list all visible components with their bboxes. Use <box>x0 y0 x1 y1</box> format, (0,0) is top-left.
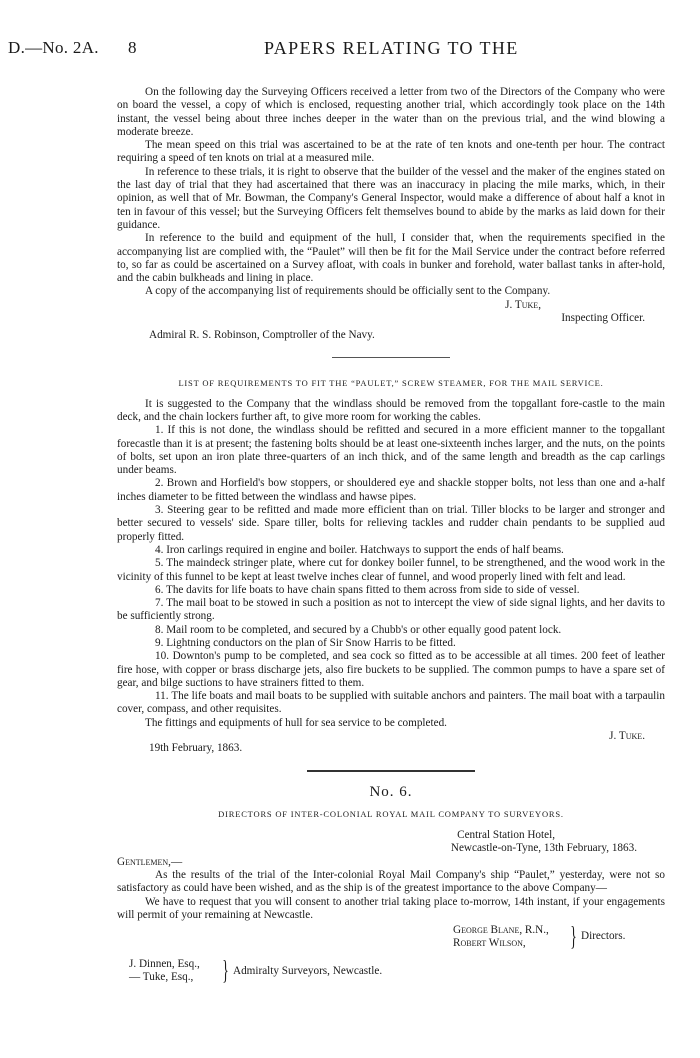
list-item: 10. Downton's pump to be completed, and sea cock so fitted as to be accessible at all times. 200 feet of leather fire hose, with copper or brass discharge jets, also fire buckets to be supplied. The common pumps to have a spare set of gear, and bilge suctions to have strainers fitted to them. <box>117 650 665 689</box>
recipient-name: — Tuke, Esq., <box>129 971 194 984</box>
letter-section <box>117 784 665 992</box>
document-number: No. 6. <box>369 784 413 801</box>
list-footer <box>117 730 665 756</box>
letter-address: Central Station Hotel, <box>457 829 555 842</box>
list-item: 5. The maindeck stringer plate, where cut for donkey boiler funnel, to be strengthened, and the wood work in the vicinity of this funnel to be kept at least twelve inches clear of funnel, and wood properly lined with felt and lead. <box>117 557 665 583</box>
list-item: 3. Steering gear to be refitted and made more efficient than on trial. Tiller blocks to be larger and stronger and better secured to vessels' side. Spare tiller, bolts for relieving tackles and rudder chain pendants to be supplied aud properly fitted. <box>117 504 665 543</box>
list-item: 1. If this is not done, the windlass should be refitted and secured in a more efficient manner to the topgallant forecastle than it is at present; the fastening bolts should be at least one-sixteenth inches larger, and the nuts, on the points of bolts, set upon an iron plate three-quarters of an inch thick, and of the same length and breadth as the cap carlings under beams. <box>117 424 665 477</box>
letter-place-date: Newcastle-on-Tyne, 13th February, 1863. <box>450 842 637 855</box>
list-item: 7. The mail boat to be stowed in such a position as not to intercept the view of side signal lights, and her davits to be sufficiently strong. <box>117 597 665 623</box>
list-intro: It is suggested to the Company that the windlass should be removed from the topgallant fore-castle to the main deck, and the chain lockers further aft, to give more room for working the cables. <box>117 397 665 423</box>
report-section <box>117 86 665 343</box>
report-paragraph: In reference to the build and equipment of the hull, I consider that, when the requirements specified in the accompanying list are complied with, the “Paulet” will then be fit for the Mail Service under the contract before referred to, so far as could be ascertained on a Survey afloat, with coals in bunker and forehold, water ballast tanks in after-hold, and the cabin bulkheads and lining in place. <box>117 232 665 285</box>
list-item: 11. The life boats and mail boats to be supplied with suitable anchors and painters. The mail boat with a tarpaulin cover, compass, and other requisites. <box>117 690 665 716</box>
director-names <box>453 924 549 951</box>
director-name: Robert Wilson, <box>453 937 526 950</box>
letter-paragraph: We have to request that you will consent to another trial taking place to-morrow, 14th instant, if your engagements will permit of your remaining at Newcastle. <box>117 895 665 921</box>
recipient-name: J. Dinnen, Esq., <box>129 958 200 971</box>
directors-label: Directors. <box>581 930 626 943</box>
list-heading: LIST OF REQUIREMENTS TO FIT THE “PAULET,” SCREW STEAMER, FOR THE MAIL SERVICE. <box>178 377 604 388</box>
report-paragraph: On the following day the Surveying Officers received a letter from two of the Directors of the Company who were on board the vessel, a copy of which is enclosed, requesting another trial, which accordingly took place on the 14th instant, the vessel being about three inches deeper in the water than on the previous trial, and the wind blowing a moderate breeze. <box>117 86 665 138</box>
section-divider <box>332 357 450 358</box>
brace-icon: } <box>570 921 577 952</box>
running-title: PAPERS RELATING TO THE <box>264 38 519 58</box>
recipients-block <box>117 955 665 992</box>
letter-paragraph: As the results of the trial of the Inter-colonial Royal Mail Company's ship “Paulet,” yesterday, were not so satisfactory as could have been wished, and as the ship is of the greatest importance to the above Company— <box>117 868 665 895</box>
section-rule <box>307 770 475 772</box>
list-item: 2. Brown and Horfield's bow stoppers, or shouldered eye and shackle stopper bolts, not less than one and a-half inches diameter to be fitted between the windlass and hawse pipes. <box>117 477 665 503</box>
list-item: 9. Lightning conductors on the plan of Sir Snow Harris to be fitted. <box>155 636 456 649</box>
list-date: 19th February, 1863. <box>149 742 243 755</box>
series-number: D.—No. 2A. <box>8 38 99 57</box>
page-header <box>8 38 692 62</box>
page-number: 8 <box>128 38 137 57</box>
report-paragraph: A copy of the accompanying list of requirements should be officially sent to the Company. <box>145 285 551 298</box>
list-closing: The fittings and equipments of hull for sea service to be completed. <box>145 716 447 729</box>
report-paragraph: The mean speed on this trial was ascertained to be at the rate of ten knots and one-tenth per hour. The contract requiring a speed of ten knots on trial at a measured mile. <box>117 139 665 165</box>
recipient-names <box>129 958 200 985</box>
director-name: George Blane, R.N., <box>453 924 549 937</box>
list-item: 4. Iron carlings required in engine and boiler. Hatchways to support the ends of half beams. <box>155 543 564 556</box>
requirements-list <box>117 378 665 756</box>
letter-salutation: Gentlemen,— <box>117 855 183 868</box>
brace-icon: } <box>222 955 229 986</box>
directors-signature <box>117 922 665 954</box>
list-item: 8. Mail room to be completed, and secured by a Chubb's or other equally good patent lock. <box>155 623 562 636</box>
page-body <box>117 86 665 992</box>
list-item: 6. The davits for life boats to have chain spans fitted to them across from side to side of vessel. <box>155 583 580 596</box>
report-signatory: J. Tuke, <box>505 298 541 311</box>
recipients-label: Admiralty Surveyors, Newcastle. <box>233 965 383 978</box>
letter-heading: DIRECTORS OF INTER-COLONIAL ROYAL MAIL COMPANY TO SURVEYORS. <box>218 809 564 820</box>
list-signatory: J. Tuke. <box>609 730 645 743</box>
report-signatory-title: Inspecting Officer. <box>561 312 645 325</box>
report-paragraph: In reference to these trials, it is right to observe that the builder of the vessel and the maker of the engines stated on the last day of trial that they had ascertained that there was an inaccuracy in placing the mile marks, which, in their opinion, as well that of Mr. Bowman, the Company's General Inspector, would make a difference of about half a knot in ten in favour of this vessel; but the Surveying Officers felt themselves bound to abide by the marks as laid down for their guidance. <box>117 165 665 231</box>
report-addressee: Admiral R. S. Robinson, Comptroller of the Navy. <box>149 329 375 342</box>
